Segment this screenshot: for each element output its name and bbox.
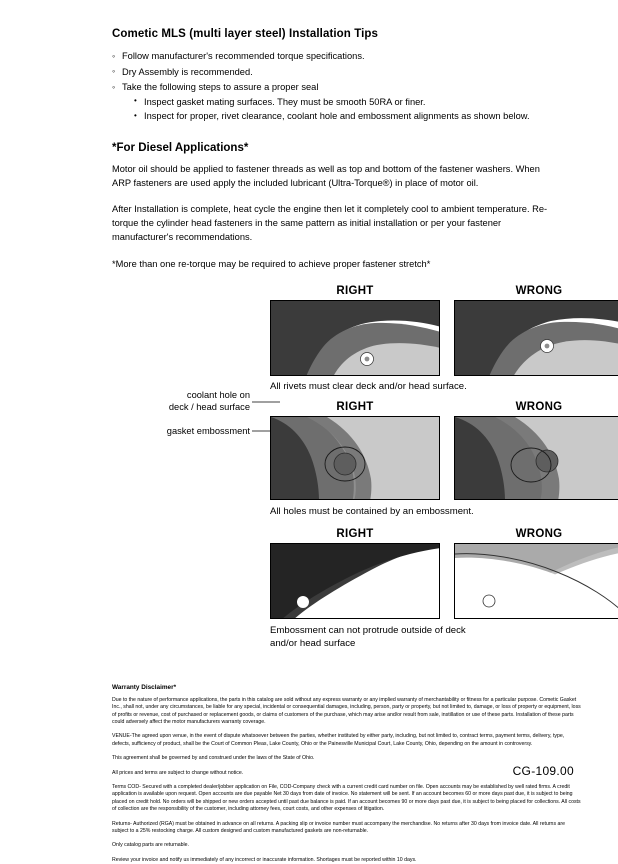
warranty-paragraph: This agreement shall be governed by and construed under the laws of the State of Ohio. [112,755,315,762]
tip-text: Follow manufacturer's recommended torque specifications. [122,51,365,61]
figure-label-right: RIGHT [336,400,374,413]
figure-image-right-hole [270,416,440,500]
callout-leader-lines [80,285,280,485]
figure-wrong-hole [454,401,618,500]
figure-label-wrong: WRONG [515,284,563,297]
list-item [112,80,578,124]
figure-caption-embossment: Embossment can not protrude outside of deck and/or head surface [270,624,466,649]
figure-image-right-rivet [270,300,440,376]
list-item [134,109,578,124]
tip-text: Take the following steps to assure a proper seal [122,82,319,92]
subtip-text: Inspect gasket mating surfaces. They must be smooth 50RA or finer. [144,96,426,107]
figure-wrong-rivet [454,285,618,376]
figure-right-embossment [270,528,440,619]
warranty-paragraph: Review your invoice and notify us immediately of any incorrect or inaccurate information. Shortages must be reported within 10 days. [112,856,417,863]
figure-image-wrong-hole [454,416,618,500]
diesel-section-heading: *For Diesel Applications* [112,141,249,154]
warranty-paragraph: Due to the nature of performance applications, the parts in this catalog are sold without any express warranty or any implied warranty of merchantability or fitness for a particular purpose. Cometic Gasket Inc., shall not, under any circumstances, be liable for any special, incidental or consequential damages, including, person, party or property, but not limited to, damage, or loss of property or equipment, loss of profits or revenue, cost of purchased or replacement goods, or claims of customers of the purchase, which may arise and/or result from sale, instillation or use of these parts. Installation of these parts could adversely affect the motor manufacturers warranty coverage. [112,696,581,725]
diesel-paragraph-3: *More than one re-torque may be required to achieve proper fastener stretch* [112,258,431,269]
figure-image-right-embossment [270,543,440,619]
figure-group-rivets [270,285,578,376]
document-number: CG-109.00 [512,764,574,778]
diesel-paragraph-1: Motor oil should be applied to fastener threads as well as top and bottom of the fastener washers. When ARP fasteners are used apply the included lubricant (Ultra-Torque®) in place of motor oil. [112,163,540,188]
warranty-paragraph: Terms COD- Secured with a completed dealer/jobber application on File, COD-Company check with a current credit card number on file. Open accounts may be established by well rated firms. A credit application is available upon request. Open accounts are due payable Net 30 days from date of invoice. No statement will be sent. If an account becomes 60 or more days past due, it is subject to being placed on credit hold. No orders will be shipped or new orders accepted until past due balance is paid. If an account becomes 90 or more days past due, it is subject to being placed for collections. All costs of collection are the responsibility of the customer, including attorney fees, court costs, and other expenses of litigation. [112,783,581,813]
list-item [134,95,578,110]
subtip-text: Inspect for proper, rivet clearance, coolant hole and embossment alignments as shown below. [144,111,530,121]
figure-caption-holes: All holes must be contained by an embossment. [270,505,474,517]
figure-area [80,285,578,650]
figure-group-embossment [270,528,578,619]
figure-right-hole [270,401,440,500]
list-item [112,65,578,80]
figure-label-wrong: WRONG [515,400,563,413]
figure-right-rivet [270,285,440,376]
figure-caption-rivets: All rivets must clear deck and/or head surface. [270,380,467,392]
figure-label-right: RIGHT [336,284,374,297]
warranty-paragraph: Returns- Authorized (RGA) must be obtained in advance on all returns. A packing slip or invoice number must accompany the merchandise. No returns after 30 days from invoice date. All returns are subject to a 25% restocking charge. All custom designed and custom manufactured gaskets are non-returnable. [112,820,565,834]
figure-image-wrong-rivet [454,300,618,376]
warranty-disclaimer [112,684,582,864]
page-title: Cometic MLS (multi layer steel) Installation Tips [112,28,379,40]
figure-label-right: RIGHT [336,527,374,540]
figure-label-wrong: WRONG [515,527,563,540]
list-item [112,49,578,64]
diesel-paragraph-2: After Installation is complete, heat cycle the engine then let it completely cool to ambient temperature. Re-torque the cylinder head fasteners in the same pattern as initial installation or per your fastener manufacturer's recommendations. [112,203,548,243]
installation-tips-list [112,49,578,124]
figure-group-holes [270,401,578,500]
figure-image-wrong-embossment [454,543,618,619]
warranty-paragraph: All prices and terms are subject to change without notice. [112,769,244,776]
warranty-paragraph: VENUE-The agreed upon venue, in the event of dispute whatsoever between the parties, whether instituted by either party, including, but not limited to, contract terms, payment terms, delivery, type, defects, sufficiency of product, shall be the Court of Common Pleas, Lake County, Ohio or the Painesville Municipal Court, Lake County, Ohio, depending on the amount in controversy. [112,733,565,747]
warranty-paragraph: Only catalog parts are returnable. [112,842,189,849]
callout-coolant-hole: coolant hole on deck / head surface [168,389,250,413]
warranty-heading: Warranty Disclaimer* [112,683,177,691]
figure-wrong-embossment [454,528,618,619]
tip-text: Dry Assembly is recommended. [122,66,253,77]
callout-gasket-embossment: gasket embossment [166,425,250,436]
tip-sublist [122,95,578,124]
